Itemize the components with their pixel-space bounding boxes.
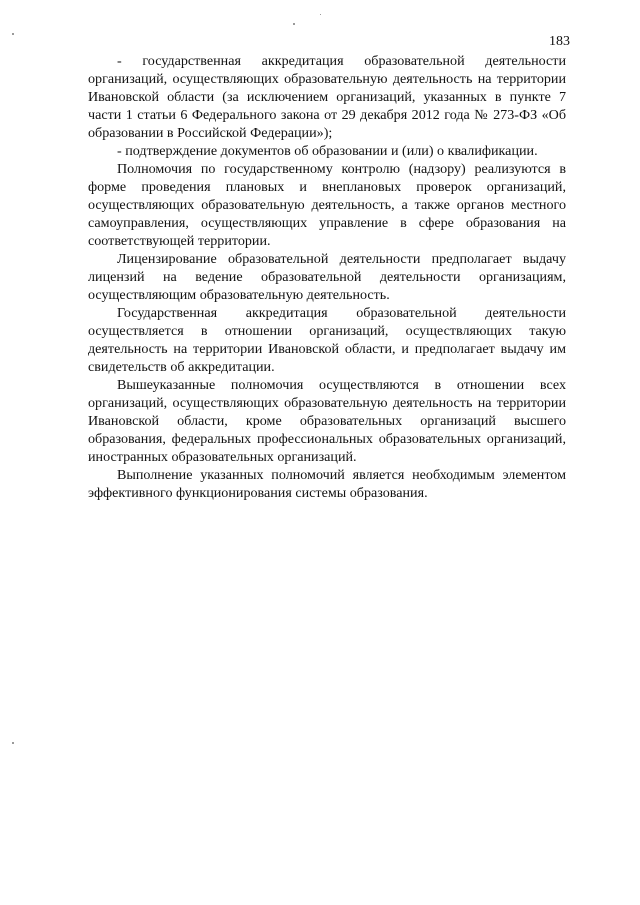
scan-speck [12, 33, 14, 35]
document-body [88, 52, 566, 502]
paragraph-licensing: Лицензирование образовательной деятельности предполагает выдачу лицензий на ведение образовательной деятельности организациям, осуществляющим образовательную деятельность. [88, 251, 566, 303]
paragraph-state-control: Полномочия по государственному контролю (надзору) реализуются в форме проведения плановых и внеплановых проверок организаций, осуществляющих образовательную деятельность, а также органов местного самоуправления, осуществляющих управление в сфере образования на соответствующей территории. [88, 161, 566, 249]
paragraph-conclusion: Выполнение указанных полномочий является необходимым элементом эффективного функционирования системы образования. [88, 467, 566, 501]
list-item-accreditation: - государственная аккредитация образовательной деятельности организаций, осуществляющих образовательную деятельность на территории Ивановской области (за исключением организаций, указанных в пункте 7 части 1 статьи 6 Федерального закона от 29 декабря 2012 года № 273-ФЗ «Об образовании в Российской Федерации»); [88, 53, 566, 141]
scan-speck [293, 23, 295, 25]
scan-speck [320, 14, 321, 15]
paragraph-accreditation: Государственная аккредитация образовательной деятельности осуществляется в отношении организаций, осуществляющих такую деятельность на территории Ивановской области, и предполагает выдачу им свидетельств об аккредитации. [88, 305, 566, 375]
page-number: 183 [549, 34, 570, 49]
list-item-documents-confirmation: - подтверждение документов об образовании и (или) о квалификации. [117, 143, 538, 159]
scan-speck [12, 742, 14, 744]
paragraph-scope: Вышеуказанные полномочия осуществляются в отношении всех организаций, осуществляющих образовательную деятельность на территории Ивановской области, кроме образовательных организаций высшего образования, федеральных профессиональных образовательных организаций, иностранных образовательных организаций. [88, 377, 566, 465]
